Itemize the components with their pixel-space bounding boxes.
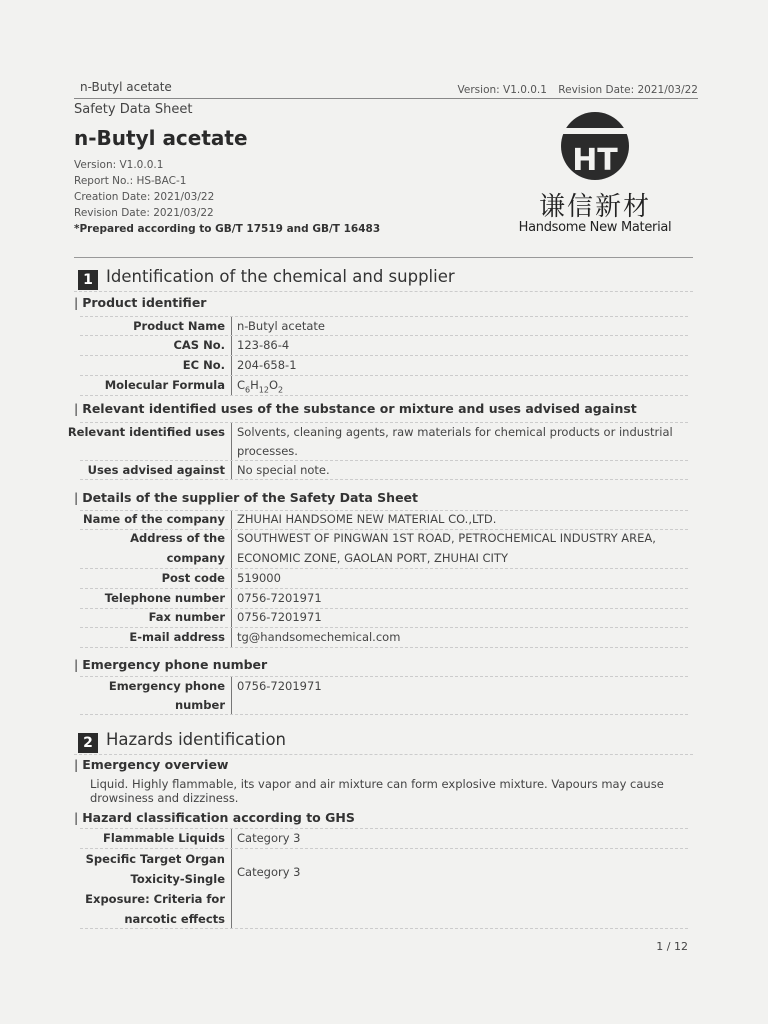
company-address-value-line-2: ECONOMIC ZONE, GAOLAN PORT, ZHUHAI CITY: [237, 551, 508, 565]
meta-creation-date: Creation Date: 2021/03/22: [74, 191, 215, 203]
table-row-line: [80, 568, 688, 569]
table-row-line: [80, 676, 688, 677]
email-value: tg@handsomechemical.com: [237, 630, 401, 644]
section-2-heading: [78, 730, 286, 753]
stot-label-line-4: narcotic effects: [124, 912, 225, 926]
table-row-line: [80, 608, 688, 609]
table-row-line: [80, 355, 688, 356]
emergency-overview-line-2: drowsiness and dizziness.: [90, 791, 239, 805]
table-row-line: [80, 375, 688, 376]
logo-mark-text: HT: [572, 143, 618, 178]
post-code-value: 519000: [237, 571, 281, 585]
molecular-formula-value: [237, 378, 283, 394]
divider: [74, 291, 693, 292]
supplier-heading: | Details of the supplier of the Safety Data Sheet: [74, 490, 418, 505]
table-row-line: [80, 647, 688, 648]
email-label: E-mail address: [129, 630, 225, 644]
table-row-line: [80, 460, 688, 461]
company-logo: [510, 110, 680, 240]
uses-heading: | Relevant identified uses of the substance or mixture and uses advised against: [74, 401, 637, 416]
company-address-value-line-1: SOUTHWEST OF PINGWAN 1ST ROAD, PETROCHEMICAL INDUSTRY AREA,: [237, 531, 656, 545]
telephone-value: 0756-7201971: [237, 591, 322, 605]
logo-chinese-name: 谦信新材: [538, 192, 651, 222]
document-meta: [74, 157, 380, 237]
section-number-badge: 1: [78, 270, 98, 290]
header-revision: Revision Date: 2021/03/22: [558, 84, 698, 96]
table-row-line: [80, 627, 688, 628]
product-name-label: Product Name: [133, 319, 225, 333]
document-type: Safety Data Sheet: [74, 102, 193, 117]
header-version-info: [458, 84, 698, 96]
cas-no-value: 123-86-4: [237, 338, 290, 352]
table-column-divider: [231, 828, 232, 928]
table-row-line: [80, 316, 688, 317]
table-row-line: [80, 422, 688, 423]
logo-english-name: Handsome New Material: [518, 220, 672, 235]
ghs-classification-heading: | Hazard classification according to GHS: [74, 810, 355, 825]
table-row-line: [80, 928, 688, 929]
molecular-formula-label: Molecular Formula: [104, 378, 225, 392]
identified-uses-label: Relevant identified uses: [67, 425, 225, 439]
product-identifier-heading: | Product identifier: [74, 295, 206, 310]
stot-value: Category 3: [237, 865, 301, 879]
header-divider: [74, 98, 698, 99]
table-column-divider: [231, 676, 232, 714]
flammable-liquids-label: Flammable Liquids: [103, 831, 225, 845]
logo-mark-icon: [510, 110, 680, 186]
meta-version: Version: V1.0.0.1: [74, 159, 164, 171]
stot-label-line-3: Exposure: Criteria for: [85, 892, 225, 906]
section-1-heading: [78, 267, 455, 290]
emergency-phone-heading: | Emergency phone number: [74, 657, 267, 672]
divider: [74, 754, 693, 755]
document-title: n-Butyl acetate: [74, 126, 248, 150]
emergency-phone-value: 0756-7201971: [237, 679, 322, 693]
telephone-label: Telephone number: [104, 591, 225, 605]
header-product: n-Butyl acetate: [80, 80, 172, 94]
section-divider: [74, 257, 693, 258]
meta-revision-date: Revision Date: 2021/03/22: [74, 207, 214, 219]
table-row-line: [80, 714, 688, 715]
company-address-label-line-1: Address of the: [130, 531, 225, 545]
table-row-line: [80, 588, 688, 589]
table-row-line: [80, 828, 688, 829]
cas-no-label: CAS No.: [173, 338, 225, 352]
table-row-line: [80, 479, 688, 480]
table-column-divider: [231, 316, 232, 396]
formula-carbon-count: 6: [245, 385, 251, 395]
fax-value: 0756-7201971: [237, 610, 322, 624]
emergency-overview-heading: | Emergency overview: [74, 757, 228, 772]
formula-oxygen: O: [268, 378, 279, 392]
formula-hydrogen-count: 12: [258, 385, 269, 395]
table-row-line: [80, 510, 688, 511]
page-number: 1 / 12: [656, 940, 688, 953]
formula-carbon: C: [237, 378, 246, 392]
company-name-value: ZHUHAI HANDSOME NEW MATERIAL CO.,LTD.: [237, 512, 497, 526]
header-version: Version: V1.0.0.1: [457, 84, 547, 96]
product-name-value: n-Butyl acetate: [237, 319, 325, 333]
post-code-label: Post code: [161, 571, 225, 585]
ec-no-label: EC No.: [182, 358, 225, 372]
stot-label-line-2: Toxicity-Single: [130, 872, 225, 886]
company-name-label: Name of the company: [83, 512, 225, 526]
meta-report-no: Report No.: HS-BAC-1: [74, 175, 187, 187]
fax-label: Fax number: [148, 610, 225, 624]
emergency-phone-label-line-1: Emergency phone: [108, 679, 225, 693]
uses-advised-against-value: No special note.: [237, 463, 330, 477]
company-address-label-line-2: company: [166, 551, 225, 565]
section-1-title: Identification of the chemical and supplier: [106, 267, 455, 286]
ec-no-value: 204-658-1: [237, 358, 297, 372]
table-row-line: [80, 335, 688, 336]
uses-advised-against-label: Uses advised against: [87, 463, 225, 477]
table-row-line: [80, 529, 688, 530]
table-row-line: [80, 848, 688, 849]
stot-label-line-1: Specific Target Organ: [85, 852, 225, 866]
flammable-liquids-value: Category 3: [237, 831, 301, 845]
emergency-overview-text: [90, 777, 670, 805]
formula-hydrogen: H: [250, 378, 259, 392]
section-2-title: Hazards identification: [106, 730, 287, 749]
meta-prepared-note: *Prepared according to GB/T 17519 and GB/T 16483: [74, 223, 381, 235]
table-column-divider: [231, 422, 232, 480]
emergency-overview-line-1: Liquid. Highly flammable, its vapor and air mixture can form explosive mixture. Vapours may cause: [90, 777, 664, 791]
emergency-phone-label-line-2: number: [174, 698, 225, 712]
formula-oxygen-count: 2: [278, 385, 284, 395]
section-number-badge: 2: [78, 733, 98, 753]
identified-uses-value-line-1: Solvents, cleaning agents, raw materials for chemical products or industrial: [237, 425, 673, 439]
table-row-line: [80, 395, 688, 396]
identified-uses-value-line-2: processes.: [237, 444, 298, 458]
